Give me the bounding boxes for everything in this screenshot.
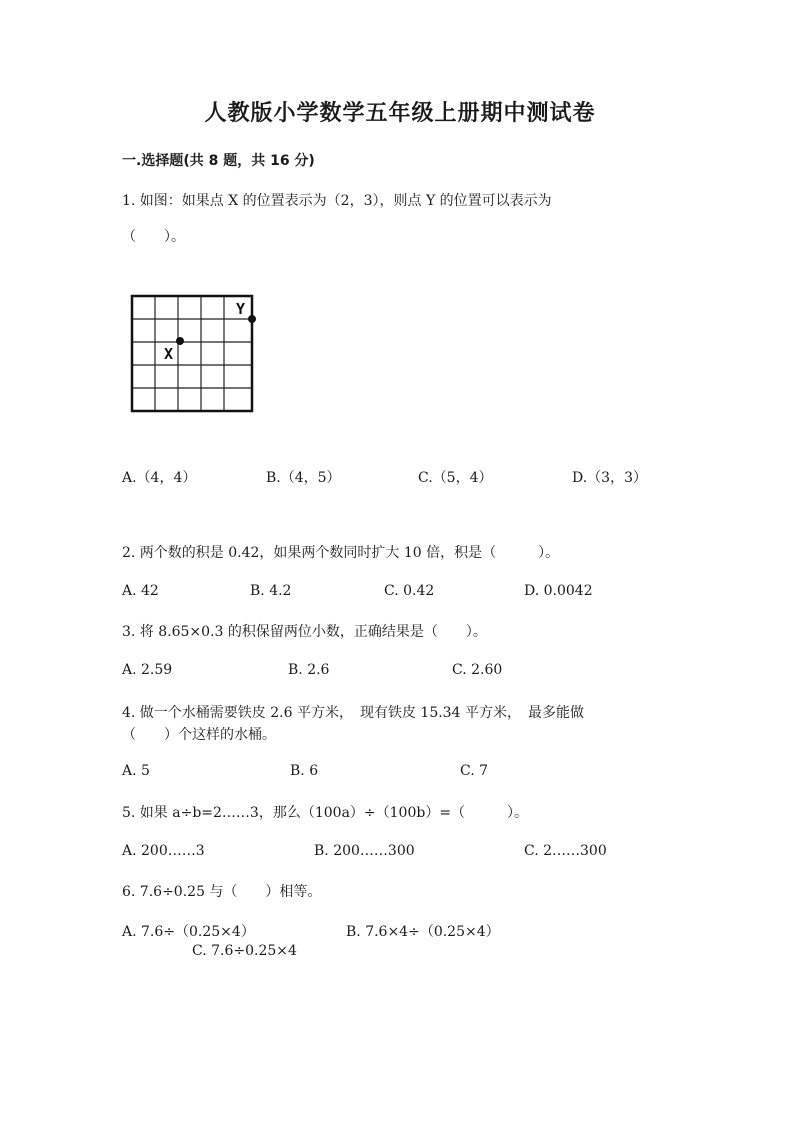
point-y — [248, 315, 256, 323]
point-x-label: X — [164, 345, 174, 363]
question-4-option-a[interactable]: A. 5 — [122, 763, 150, 779]
question-4-option-c[interactable]: C. 7 — [460, 763, 489, 779]
question-2-option-c[interactable]: C. 0.42 — [384, 583, 435, 599]
question-5-option-c[interactable]: C. 2……300 — [524, 843, 607, 859]
question-5-option-a[interactable]: A. 200……3 — [122, 843, 205, 859]
question-4-blank: （ ）个这样的水桶。 — [122, 727, 276, 743]
question-1-option-a[interactable]: A.（4，4） — [122, 470, 197, 486]
question-1-blank: （ ）。 — [122, 229, 185, 245]
coordinate-grid-figure — [128, 292, 262, 416]
question-3-option-c[interactable]: C. 2.60 — [452, 662, 503, 678]
question-1-text: 1. 如图：如果点 X 的位置表示为（2，3），则点 Y 的位置可以表示为 — [122, 193, 552, 209]
question-1-option-d[interactable]: D.（3，3） — [572, 470, 647, 486]
question-3-option-a[interactable]: A. 2.59 — [122, 662, 173, 678]
question-5-option-b[interactable]: B. 200……300 — [314, 843, 415, 859]
question-4-text: 4. 做一个水桶需要铁皮 2.6 平方米， 现有铁皮 15.34 平方米， 最多能做 — [122, 705, 584, 721]
exam-title: 人教版小学数学五年级上册期中测试卷 — [204, 101, 596, 126]
question-4-option-b[interactable]: B. 6 — [290, 763, 319, 779]
question-5-text: 5. 如果 a÷b=2……3，那么（100a）÷（100b）=（ ）。 — [122, 805, 529, 821]
section-heading: 一.选择题(共 8 题，共 16 分) — [122, 153, 315, 169]
grid-lines — [132, 296, 252, 411]
question-6-option-b[interactable]: B. 7.6×4÷（0.25×4） — [346, 924, 500, 940]
question-2-option-d[interactable]: D. 0.0042 — [524, 583, 593, 599]
question-2-option-a[interactable]: A. 42 — [122, 583, 159, 599]
question-3-option-b[interactable]: B. 2.6 — [288, 662, 330, 678]
point-y-label: Y — [236, 300, 246, 318]
question-1-option-b[interactable]: B.（4，5） — [266, 470, 341, 486]
question-6-text: 6. 7.6÷0.25 与（ ）相等。 — [122, 884, 322, 900]
grid-svg — [128, 292, 262, 416]
grid-border — [132, 296, 252, 411]
point-x — [176, 337, 184, 345]
question-2-option-b[interactable]: B. 4.2 — [250, 583, 292, 599]
question-3-text: 3. 将 8.65×0.3 的积保留两位小数，正确结果是（ ）。 — [122, 624, 487, 640]
question-2-text: 2. 两个数的积是 0.42，如果两个数同时扩大 10 倍，积是（ ）。 — [122, 545, 560, 561]
question-6-option-c[interactable]: C. 7.6÷0.25×4 — [192, 943, 297, 959]
question-6-option-a[interactable]: A. 7.6÷（0.25×4） — [122, 924, 255, 940]
question-1-option-c[interactable]: C.（5，4） — [418, 470, 493, 486]
